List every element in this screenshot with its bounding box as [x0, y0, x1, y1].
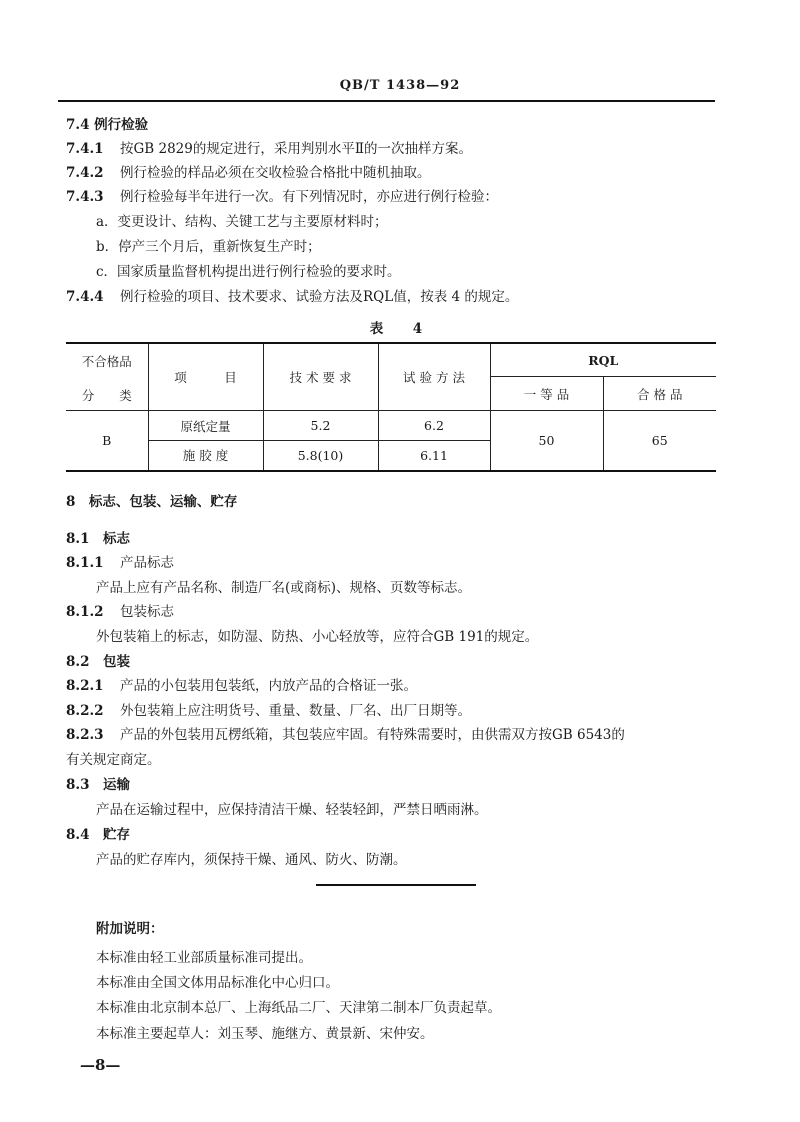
clause-number: 7.4.4 [66, 289, 104, 305]
category-header-top: 不合格品 [81, 354, 132, 369]
clause-label: 包装标志 [120, 604, 174, 620]
clause-8-2-1 [66, 674, 417, 694]
first-grade-header: 一 等 品 [490, 377, 603, 411]
document-code-header: QB/T 1438—92 [339, 78, 461, 93]
clause-7-4-3 [66, 185, 498, 205]
list-item-b: b．停产三个月后，重新恢复生产时； [96, 239, 321, 255]
method-header: 试 验 方 法 [378, 343, 490, 411]
clause-8-2-3 [66, 723, 625, 743]
header-rule [58, 100, 715, 102]
clause-text: 例行检验的项目、技术要求、试验方法及RQL值，按表 4 的规定。 [120, 289, 519, 305]
clause-8-1-2 [66, 600, 174, 620]
end-rule [316, 884, 476, 886]
clause-7-4-2 [66, 161, 431, 181]
section-8-2-heading: 8.2 包装 [66, 654, 130, 670]
section-8-3-text: 产品在运输过程中，应保持清洁干燥、轻装轻卸，严禁日晒雨淋。 [96, 802, 488, 818]
clause-7-4-1 [66, 137, 472, 157]
notes-line-1: 本标准由轻工业部质量标准司提出。 [96, 950, 312, 966]
clause-8-1-1 [66, 551, 174, 571]
item-cell: 施 胶 度 [148, 441, 263, 471]
clause-8-2-3-continuation: 有关规定商定。 [66, 752, 161, 768]
section-8-3-heading: 8.3 运输 [66, 777, 130, 793]
clause-number: 7.4.2 [66, 165, 104, 181]
clause-number: 8.2.3 [66, 727, 104, 743]
notes-line-3: 本标准由北京制本总厂、上海纸品二厂、天津第二制本厂负责起草。 [96, 1000, 501, 1016]
section-8-1-heading: 8.1 标志 [66, 531, 130, 547]
clause-number: 8.1.2 [66, 604, 104, 620]
notes-line-2: 本标准由全国文体用品标准化中心归口。 [96, 975, 339, 991]
table-4 [66, 342, 716, 472]
item-cell: 原纸定量 [148, 411, 263, 441]
method-cell: 6.11 [378, 441, 490, 471]
clause-number: 8.2.1 [66, 678, 104, 694]
section-8-4-text: 产品的贮存库内，须保持干燥、通风、防火、防潮。 [96, 852, 407, 868]
category-header-bottom: 分 类 [81, 388, 132, 403]
qualified-grade-header: 合 格 品 [603, 377, 716, 411]
rql-first-grade-cell: 50 [490, 411, 603, 471]
rql-qualified-cell: 65 [603, 411, 716, 471]
category-cell: B [66, 411, 148, 471]
clause-number: 7.4.3 [66, 189, 104, 205]
requirement-header: 技 术 要 求 [263, 343, 378, 411]
list-item-c: c．国家质量监督机构提出进行例行检验的要求时。 [96, 264, 401, 280]
clause-text: 例行检验每半年进行一次。有下列情况时，亦应进行例行检验： [120, 189, 498, 205]
clause-number: 7.4.1 [66, 141, 104, 157]
clause-number: 8.2.2 [66, 703, 104, 719]
notes-heading: 附加说明： [96, 921, 164, 937]
category-header [66, 343, 148, 411]
requirement-cell: 5.2 [263, 411, 378, 441]
clause-8-1-2-text: 外包装箱上的标志，如防湿、防热、小心轻放等，应符合GB 191的规定。 [96, 629, 539, 645]
method-cell: 6.2 [378, 411, 490, 441]
notes-line-4: 本标准主要起草人：刘玉琴、施继方、黄景新、宋仲安。 [96, 1026, 434, 1042]
section-8-4-heading: 8.4 贮存 [66, 827, 130, 843]
requirement-cell: 5.8(10) [263, 441, 378, 471]
clause-7-4-4 [66, 285, 518, 305]
list-item-a: a．变更设计、结构、关键工艺与主要原材料时； [96, 214, 388, 230]
clause-text: 例行检验的样品必须在交收检验合格批中随机抽取。 [120, 165, 431, 181]
clause-label: 产品标志 [120, 555, 174, 571]
clause-text: 产品的外包装用瓦楞纸箱，其包装应牢固。有特殊需要时，由供需双方按GB 6543的 [120, 727, 625, 743]
page-number: —8— [80, 1056, 121, 1074]
clause-text: 外包装箱上应注明货号、重量、数量、厂名、出厂日期等。 [120, 703, 471, 719]
section-7-4-heading: 7.4 例行检验 [66, 117, 149, 133]
item-header: 项 目 [148, 343, 263, 411]
clause-text: 产品的小包装用包装纸，内放产品的合格证一张。 [120, 678, 417, 694]
clause-number: 8.1.1 [66, 555, 104, 571]
rql-header: RQL [490, 343, 716, 377]
clause-text: 按GB 2829的规定进行，采用判别水平Ⅱ的一次抽样方案。 [120, 141, 473, 157]
clause-8-2-2 [66, 699, 471, 719]
table-4-title: 表 4 [369, 321, 431, 337]
clause-8-1-1-text: 产品上应有产品名称、制造厂名(或商标)、规格、页数等标志。 [96, 580, 472, 596]
section-8-title: 8 标志、包装、运输、贮存 [66, 494, 238, 510]
